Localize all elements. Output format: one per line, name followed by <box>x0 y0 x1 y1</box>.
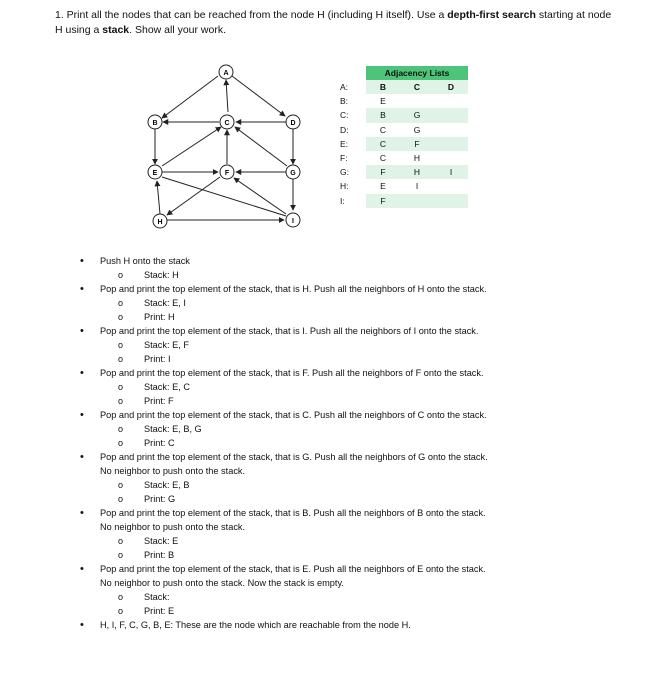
cell: I <box>400 179 434 193</box>
row-label: B: <box>332 94 366 108</box>
node-c-label: C <box>224 120 230 127</box>
step-1: • Pop and print the top element of the stack, that is H. Push all the neighbors of H onto the stack. <box>80 283 487 295</box>
edge-c-a <box>226 80 228 112</box>
cell: I <box>434 165 468 179</box>
step-sub: o Print: F <box>118 396 174 406</box>
step-continuation: No neighbor to push onto the stack. <box>100 522 246 532</box>
cell: F <box>366 165 400 179</box>
step-sub: o Print: I <box>118 354 171 364</box>
node-h-label: H <box>157 219 163 226</box>
sub-text: Stack: E, B <box>144 480 190 490</box>
cell <box>434 94 468 108</box>
sub-text: Print: I <box>144 354 171 364</box>
edge-g-c <box>235 127 287 166</box>
question-bold-stack: stack <box>102 24 130 36</box>
sub-text: Print: C <box>144 438 175 448</box>
sub-text: Stack: E, C <box>144 382 190 392</box>
cell <box>434 137 468 151</box>
cell: C <box>366 151 400 165</box>
question-bold-dfs: depth-first search <box>447 9 536 21</box>
cell: C <box>366 137 400 151</box>
row-label: C: <box>332 108 366 122</box>
cell <box>434 179 468 193</box>
step-text: Pop and print the top element of the stack, that is H. Push all the neighbors of H onto the stack. <box>100 284 487 294</box>
cell: D <box>434 80 468 94</box>
graph-diagram <box>140 60 320 240</box>
cell: G <box>400 108 434 122</box>
step-sub: o Stack: <box>118 592 170 602</box>
cell <box>434 108 468 122</box>
sub-text: Print: G <box>144 494 176 504</box>
cell <box>434 123 468 137</box>
row-label: E: <box>332 137 366 151</box>
step-sub: o Stack: E, B <box>118 480 190 490</box>
cell: C <box>366 123 400 137</box>
sub-text: Print: F <box>144 396 174 406</box>
question-part-3: . Show all your work. <box>129 24 227 36</box>
cell <box>434 151 468 165</box>
edge-a-d <box>232 76 285 116</box>
row-label: H: <box>332 179 366 193</box>
cell: B <box>366 80 400 94</box>
step-8: • H, I, F, C, G, B, E: These are the node which are reachable from the node H. <box>80 619 411 631</box>
row-label: D: <box>332 123 366 137</box>
cell: F <box>400 137 434 151</box>
sub-text: Print: E <box>144 606 175 616</box>
step-text: Pop and print the top element of the stack, that is G. Push all the neighbors of G onto the stack. <box>100 452 488 462</box>
sub-text: Stack: E, I <box>144 298 186 308</box>
step-2: • Pop and print the top element of the stack, that is I. Push all the neighbors of I onto the stack. <box>80 325 479 337</box>
edge-a-b <box>162 76 218 118</box>
cell: C <box>400 80 434 94</box>
step-sub: o Print: G <box>118 494 176 504</box>
step-sub: o Print: H <box>118 312 175 322</box>
sub-text: Stack: E, F <box>144 340 189 350</box>
node-d-label: D <box>290 120 296 127</box>
step-3: • Pop and print the top element of the stack, that is F. Push all the neighbors of F onto the stack. <box>80 367 484 379</box>
step-continuation: No neighbor to push onto the stack. <box>100 466 246 476</box>
cell: E <box>366 94 400 108</box>
step-sub: o Print: E <box>118 606 175 616</box>
node-f-label: F <box>224 170 230 177</box>
node-g-label: G <box>290 170 296 177</box>
row-label: F: <box>332 151 366 165</box>
step-continuation: No neighbor to push onto the stack. Now the stack is empty. <box>100 578 344 588</box>
adjacency-table <box>332 66 468 208</box>
node-a-label: A <box>223 70 229 77</box>
cell: B <box>366 108 400 122</box>
step-7: • Pop and print the top element of the stack, that is E. Push all the neighbors of E onto the stack. <box>80 563 486 575</box>
step-5: • Pop and print the top element of the stack, that is G. Push all the neighbors of G onto the stack. <box>80 451 488 463</box>
cell: G <box>400 123 434 137</box>
cell: F <box>366 194 400 208</box>
cell <box>434 194 468 208</box>
question-part-2: starting at node H using a <box>55 9 612 36</box>
question-part-1: 1. Print all the nodes that can be reached from the node H (including H itself). Use a <box>55 9 448 21</box>
sub-text: Print: H <box>144 312 175 322</box>
edge-e-i <box>162 177 286 216</box>
step-text: Pop and print the top element of the stack, that is B. Push all the neighbors of B onto the stack. <box>100 508 486 518</box>
node-e-label: E <box>152 170 158 177</box>
sub-text: Stack: <box>144 592 170 602</box>
adjacency-title: Adjacency Lists <box>366 66 468 80</box>
row-label: A: <box>332 80 366 94</box>
step-0: • Push H onto the stack <box>80 255 190 267</box>
step-text: H, I, F, C, G, B, E: These are the node which are reachable from the node H. <box>100 620 411 630</box>
step-4: • Pop and print the top element of the stack, that is C. Push all the neighbors of C onto the stack. <box>80 409 487 421</box>
step-text: Push H onto the stack <box>100 256 190 266</box>
cell: H <box>400 151 434 165</box>
edge-e-c <box>162 127 221 166</box>
sub-text: Print: B <box>144 550 175 560</box>
step-sub: o Stack: E <box>118 536 179 546</box>
sub-text: Stack: E <box>144 536 179 546</box>
node-i-label: I <box>292 218 294 225</box>
edge-f-h <box>167 177 220 215</box>
row-label: I: <box>332 194 366 208</box>
cell <box>400 194 434 208</box>
sub-text: Stack: E, B, G <box>144 424 202 434</box>
edge-i-f <box>234 178 286 214</box>
edge-h-e <box>157 181 160 214</box>
cell <box>400 94 434 108</box>
cell: E <box>366 179 400 193</box>
step-sub: o Stack: H <box>118 270 179 280</box>
row-label: G: <box>332 165 366 179</box>
step-text: Pop and print the top element of the stack, that is I. Push all the neighbors of I onto the stack. <box>100 326 479 336</box>
step-text: Pop and print the top element of the stack, that is F. Push all the neighbors of F onto the stack. <box>100 368 484 378</box>
step-text: Pop and print the top element of the stack, that is E. Push all the neighbors of E onto the stack. <box>100 564 486 574</box>
step-6: • Pop and print the top element of the stack, that is B. Push all the neighbors of B onto the stack. <box>80 507 486 519</box>
cell: H <box>400 165 434 179</box>
sub-text: Stack: H <box>144 270 179 280</box>
question-text <box>55 8 615 38</box>
step-sub: o Print: B <box>118 550 175 560</box>
dfs-work-list <box>80 254 620 632</box>
step-sub: o Stack: E, F <box>118 340 189 350</box>
step-sub: o Stack: E, I <box>118 298 186 308</box>
node-b-label: B <box>152 120 158 127</box>
step-sub: o Stack: E, C <box>118 382 190 392</box>
step-sub: o Stack: E, B, G <box>118 424 202 434</box>
step-text: Pop and print the top element of the stack, that is C. Push all the neighbors of C onto the stack. <box>100 410 487 420</box>
step-sub: o Print: C <box>118 438 175 448</box>
